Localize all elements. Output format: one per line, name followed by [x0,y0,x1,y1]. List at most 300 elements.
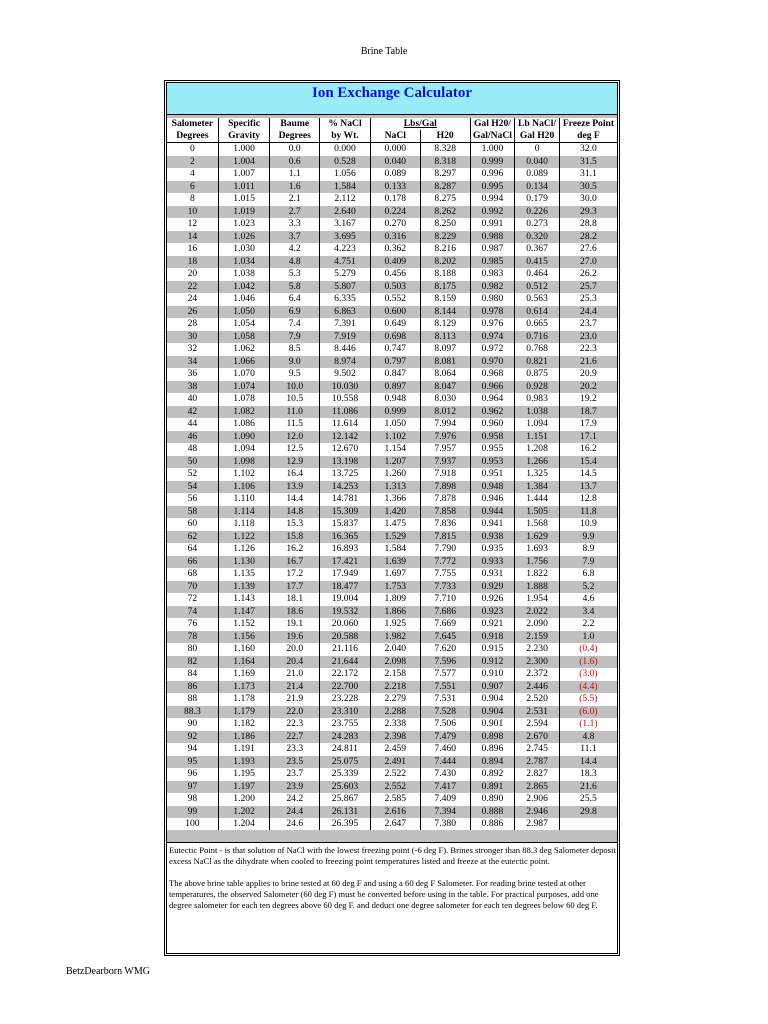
lb-nacl-cell: 0 [515,143,560,156]
pct-nacl-cell: 23.310 [320,706,371,719]
lb-nacl-cell: 0.983 [515,393,560,406]
baume-cell: 16.2 [270,543,320,556]
baume-cell: 14.8 [270,506,320,519]
freeze-point-cell: 29.3 [559,206,617,219]
nacl-lbs-cell: 1.982 [370,631,420,644]
gal-h2o-cell: 0.958 [470,431,515,444]
gravity-cell: 1.007 [218,168,270,181]
salometer-cell: 26 [167,306,218,319]
baume-cell: 15.3 [270,518,320,531]
lb-nacl-cell: 1.568 [515,518,560,531]
h2o-lbs-cell: 8.159 [420,293,470,306]
pct-nacl-cell: 24.283 [320,731,371,744]
gravity-cell: 1.102 [218,468,270,481]
freeze-point-cell: 21.6 [559,356,617,369]
nacl-lbs-cell: 0.847 [370,368,420,381]
header-h2o: H20 [420,130,470,143]
table-row [167,681,617,694]
gal-h2o-cell: 0.985 [470,256,515,269]
table-row [167,243,617,256]
nacl-lbs-cell: 0.316 [370,231,420,244]
nacl-lbs-cell: 1.207 [370,456,420,469]
nacl-lbs-cell: 1.313 [370,481,420,494]
table-row [167,406,617,419]
baume-cell: 19.6 [270,631,320,644]
freeze-point-cell: 13.7 [559,481,617,494]
gravity-cell: 1.139 [218,581,270,594]
lb-nacl-cell: 1.151 [515,431,560,444]
salometer-cell: 8 [190,193,195,205]
salometer-cell: 84 [187,668,198,680]
header-nacl: NaCl [370,130,420,143]
gal-h2o-cell: 0.944 [470,506,515,519]
baume-cell: 21.4 [270,681,320,694]
gravity-cell: 1.200 [218,793,270,806]
salometer-cell: 58 [167,506,218,519]
gal-h2o-cell: 0.962 [470,406,515,419]
lb-nacl-cell: 1.384 [515,481,560,494]
h2o-lbs-cell: 7.710 [420,593,470,606]
nacl-lbs-cell: 1.925 [370,618,420,631]
baume-cell: 13.9 [270,481,320,494]
gravity-cell: 1.186 [218,731,270,744]
salometer-cell: 82 [167,656,218,669]
lb-nacl-cell: 0.040 [515,156,560,169]
table-row [167,193,617,206]
page-header: Brine Table [360,46,408,57]
gal-h2o-cell: 0.921 [470,618,515,631]
temperature-note: The above brine table applies to brine tested at 60 deg F and using a 60 deg F Salometer. For reading brine tested at other temperatures, the observed Salometer (60 deg F) must be converted before using in the table. For practical purposes, add one degree salometer for each ten degrees above 60 deg F. and deduct one degree salometer for each ten degrees below 60 deg F. [169,878,599,910]
gravity-cell: 1.015 [218,193,270,206]
table-row [167,343,617,356]
pct-nacl-cell: 10.558 [320,393,371,406]
gal-h2o-cell: 0.933 [470,556,515,569]
lb-nacl-cell: 0.665 [515,318,560,331]
lb-nacl-cell: 2.531 [515,706,560,719]
pct-nacl-cell: 25.339 [320,768,371,781]
lb-nacl-cell: 0.928 [515,381,560,394]
pct-nacl-cell: 14.253 [320,481,371,494]
lb-nacl-cell: 1.888 [515,581,560,594]
gravity-cell: 1.078 [218,393,270,406]
h2o-lbs-cell: 7.918 [420,468,470,481]
table-row [167,443,617,456]
gal-h2o-cell: 0.996 [470,168,515,181]
nacl-lbs-cell: 2.616 [370,806,420,819]
salometer-cell: 76 [187,618,198,630]
brine-table-inner [166,82,618,954]
freeze-point-cell: 27.6 [559,243,617,256]
nacl-lbs-cell: 0.089 [370,168,420,181]
freeze-point-cell: 32.0 [559,143,617,156]
lb-nacl-cell: 2.090 [515,618,560,631]
gal-h2o-cell: 0.992 [470,206,515,219]
nacl-lbs-cell: 0.600 [370,306,420,319]
header-freeze-point: Freeze Point [559,118,617,130]
gal-h2o-cell: 0.953 [470,456,515,469]
nacl-lbs-cell: 2.398 [370,731,420,744]
baume-cell: 12.0 [270,431,320,444]
gal-h2o-cell: 0.918 [470,631,515,644]
baume-cell: 4.2 [270,243,320,256]
table-row [167,156,617,169]
nacl-lbs-cell: 1.475 [370,518,420,531]
header-gal-h2o-2: Gal H20 [515,130,560,143]
table-row [167,793,617,806]
h2o-lbs-cell: 8.064 [420,368,470,381]
lb-nacl-cell: 0.768 [515,343,560,356]
gal-h2o-cell: 0.978 [470,306,515,319]
lb-nacl-cell: 2.230 [515,643,560,656]
table-row [167,218,617,231]
nacl-lbs-cell: 1.050 [370,418,420,431]
gal-h2o-cell: 0.894 [470,756,515,769]
h2o-lbs-cell: 7.417 [420,781,470,794]
pct-nacl-cell: 19.004 [320,593,371,606]
table-row [167,781,617,794]
pct-nacl-cell: 24.811 [320,743,371,756]
gal-h2o-cell: 0.888 [470,806,515,819]
salometer-cell: 50 [167,456,218,469]
freeze-point-cell: 25.3 [559,293,617,306]
gal-h2o-cell: 0.926 [470,593,515,606]
gravity-cell: 1.152 [218,618,270,631]
gal-h2o-cell: 0.931 [470,568,515,581]
nacl-lbs-cell: 2.491 [370,756,420,769]
h2o-lbs-cell: 8.328 [420,143,470,156]
h2o-lbs-cell: 7.937 [420,456,470,469]
pct-nacl-cell: 15.309 [320,506,371,519]
salometer-cell: 100 [167,818,218,831]
gravity-cell: 1.082 [218,406,270,419]
nacl-lbs-cell: 0.503 [370,281,420,294]
h2o-lbs-cell: 7.506 [420,718,470,731]
baume-cell: 20.4 [270,656,320,669]
h2o-lbs-cell: 8.262 [420,206,470,219]
lb-nacl-cell: 0.875 [515,368,560,381]
gravity-cell: 1.030 [218,243,270,256]
freeze-point-cell: 30.5 [559,181,617,194]
table-row [167,543,617,556]
eutectic-note: Eutectic Point - is that solution of NaCl with the lowest freezing point (-6 deg F). Brines stronger than 88.3 deg Salometer deposit excess NaCl as the dihydrate when cooled to freezing point temperatures listed and freeze at the eutectic point. [169,845,616,866]
pct-nacl-cell: 13.198 [320,456,371,469]
h2o-lbs-cell: 8.175 [420,281,470,294]
lb-nacl-cell: 0.563 [515,293,560,306]
lb-nacl-cell: 1.094 [515,418,560,431]
pct-nacl-cell: 9.502 [320,368,371,381]
gravity-cell: 1.143 [218,593,270,606]
pct-nacl-cell: 2.640 [320,206,371,219]
nacl-lbs-cell: 2.158 [370,668,420,681]
gal-h2o-cell: 0.901 [470,718,515,731]
h2o-lbs-cell: 7.577 [420,668,470,681]
h2o-lbs-cell: 8.144 [420,306,470,319]
salometer-cell: 22 [167,281,218,294]
pct-nacl-cell: 16.365 [320,531,371,544]
table-row [167,643,617,656]
salometer-cell: 86 [167,681,218,694]
header-deg-f: deg F [559,130,617,143]
freeze-point-cell: 19.2 [559,393,617,406]
pct-nacl-cell: 26.131 [320,806,371,819]
lb-nacl-cell: 2.827 [515,768,560,781]
baume-cell: 24.6 [270,818,320,831]
h2o-lbs-cell: 8.216 [420,243,470,256]
freeze-point-cell: 23.7 [559,318,617,331]
lb-nacl-cell: 1.505 [515,506,560,519]
lb-nacl-cell: 1.693 [515,543,560,556]
brine-table-frame [164,80,620,956]
pct-nacl-cell: 12.142 [320,431,371,444]
table-row [167,268,617,281]
freeze-point-cell: (1.6) [559,656,617,669]
table-row [167,281,617,294]
lb-nacl-cell: 2.446 [515,681,560,694]
nacl-lbs-cell: 1.866 [370,606,420,619]
table-row [167,181,617,194]
gal-h2o-cell: 0.960 [470,418,515,431]
gravity-cell: 1.062 [218,343,270,356]
gravity-cell: 1.046 [218,293,270,306]
notes-section [169,845,617,922]
gravity-cell: 1.191 [218,743,270,756]
salometer-cell: 14 [167,231,218,244]
salometer-cell: 24 [187,293,198,305]
table-row [167,356,617,369]
gal-h2o-cell: 0.929 [470,581,515,594]
table-row [167,693,617,706]
baume-cell: 2.7 [270,206,320,219]
nacl-lbs-cell: 0.747 [370,343,420,356]
nacl-lbs-cell: 2.647 [370,818,420,831]
nacl-lbs-cell: 1.102 [370,431,420,444]
gravity-cell: 1.074 [218,381,270,394]
gravity-cell: 1.164 [218,656,270,669]
gal-h2o-cell: 0.941 [470,518,515,531]
pct-nacl-cell: 17.421 [320,556,371,569]
nacl-lbs-cell: 0.270 [370,218,420,231]
nacl-lbs-cell: 1.584 [370,543,420,556]
table-row [167,531,617,544]
salometer-cell: 2 [167,156,218,169]
nacl-lbs-cell: 0.552 [370,293,420,306]
baume-cell: 7.4 [270,318,320,331]
lb-nacl-cell: 1.822 [515,568,560,581]
salometer-cell: 46 [167,431,218,444]
freeze-point-cell: 12.8 [559,493,617,506]
table-row [167,418,617,431]
freeze-point-cell: (0.4) [559,643,617,656]
nacl-lbs-cell: 2.338 [370,718,420,731]
lb-nacl-cell: 0.464 [515,268,560,281]
h2o-lbs-cell: 7.994 [420,418,470,431]
lb-nacl-cell: 1.038 [515,406,560,419]
salometer-cell: 90 [187,718,198,730]
header-lbs-gal: Lbs/Gal [370,118,470,130]
baume-cell: 10.5 [270,393,320,406]
freeze-point-cell: 3.4 [559,606,617,619]
salometer-cell: 12 [187,218,198,230]
nacl-lbs-cell: 2.552 [370,781,420,794]
baume-cell: 11.5 [270,418,320,431]
lb-nacl-cell: 0.415 [515,256,560,269]
nacl-lbs-cell: 0.178 [370,193,420,206]
header-lb-nacl: Lb NaCl/ [515,118,560,130]
h2o-lbs-cell: 7.551 [420,681,470,694]
salometer-cell: 16 [187,243,198,255]
freeze-point-cell: 31.5 [559,156,617,169]
salometer-cell: 38 [167,381,218,394]
table-row [167,481,617,494]
gravity-cell: 1.147 [218,606,270,619]
lb-nacl-cell: 1.266 [515,456,560,469]
h2o-lbs-cell: 8.113 [420,331,470,344]
baume-cell: 23.3 [270,743,320,756]
table-row [167,706,617,719]
gal-h2o-cell: 0.890 [470,793,515,806]
lb-nacl-cell: 2.946 [515,806,560,819]
header-gal-h2o: Gal H20/ [470,118,515,130]
baume-cell: 3.3 [270,218,320,231]
lb-nacl-cell: 2.865 [515,781,560,794]
freeze-point-cell: 7.9 [559,556,617,569]
gravity-cell: 1.094 [218,443,270,456]
pct-nacl-cell: 22.172 [320,668,371,681]
salometer-cell: 32 [187,343,198,355]
freeze-point-cell: 14.5 [559,468,617,481]
table-row [167,393,617,406]
baume-cell: 20.0 [270,643,320,656]
baume-cell: 12.5 [270,443,320,456]
nacl-lbs-cell: 1.366 [370,493,420,506]
salometer-cell: 80 [187,643,198,655]
freeze-point-cell: 17.9 [559,418,617,431]
salometer-cell: 98 [187,793,198,805]
h2o-lbs-cell: 7.460 [420,743,470,756]
freeze-point-cell: 5.2 [559,581,617,594]
gal-h2o-cell: 0.904 [470,706,515,719]
baume-cell: 9.0 [270,356,320,369]
salometer-cell: 48 [187,443,198,455]
h2o-lbs-cell: 7.836 [420,518,470,531]
freeze-point-cell: 20.9 [559,368,617,381]
pct-nacl-cell: 17.949 [320,568,371,581]
freeze-point-cell: (6.0) [559,706,617,719]
freeze-point-cell: 11.8 [559,506,617,519]
lb-nacl-cell: 0.614 [515,306,560,319]
header-baume: Baume [270,118,320,130]
table-row [167,256,617,269]
pct-nacl-cell: 18.477 [320,581,371,594]
freeze-point-cell: (3.0) [559,668,617,681]
brine-table-body [167,143,617,832]
lb-nacl-cell: 1.208 [515,443,560,456]
table-row [167,768,617,781]
h2o-lbs-cell: 8.229 [420,231,470,244]
h2o-lbs-cell: 8.297 [420,168,470,181]
baume-cell: 18.6 [270,606,320,619]
h2o-lbs-cell: 7.898 [420,481,470,494]
freeze-point-cell: 25.7 [559,281,617,294]
lb-nacl-cell: 0.821 [515,356,560,369]
pct-nacl-cell: 1.584 [320,181,371,194]
salometer-cell: 94 [187,743,198,755]
baume-cell: 2.1 [270,193,320,206]
header-pct-nacl: % NaCl [320,118,371,130]
freeze-point-cell: 10.9 [559,518,617,531]
table-row [167,431,617,444]
baume-cell: 5.8 [270,281,320,294]
gravity-cell: 1.178 [218,693,270,706]
pct-nacl-cell: 23.228 [320,693,371,706]
baume-cell: 10.0 [270,381,320,394]
gravity-cell: 1.034 [218,256,270,269]
header-gal-per-nacl: Gal/NaCl [470,130,515,143]
lb-nacl-cell: 0.134 [515,181,560,194]
table-row [167,293,617,306]
table-row [167,306,617,319]
pct-nacl-cell: 16.893 [320,543,371,556]
lb-nacl-cell: 2.670 [515,731,560,744]
pct-nacl-cell: 14.781 [320,493,371,506]
gravity-cell: 1.169 [218,668,270,681]
freeze-point-cell: 16.2 [559,443,617,456]
table-row [167,493,617,506]
gravity-cell: 1.202 [218,806,270,819]
h2o-lbs-cell: 8.012 [420,406,470,419]
header-row-top [167,118,617,130]
header-row-bottom [167,130,617,143]
lb-nacl-cell: 2.745 [515,743,560,756]
gal-h2o-cell: 0.948 [470,481,515,494]
gal-h2o-cell: 0.972 [470,343,515,356]
baume-cell: 12.9 [270,456,320,469]
table-row [167,593,617,606]
nacl-lbs-cell: 0.948 [370,393,420,406]
header-degrees: Degrees [167,130,218,143]
salometer-cell: 40 [187,393,198,405]
header-salometer: Salometer [171,118,214,129]
baume-cell: 17.7 [270,581,320,594]
gravity-cell: 1.026 [218,231,270,244]
salometer-cell: 88.3 [167,706,218,719]
table-row [167,143,617,156]
salometer-cell: 54 [167,481,218,494]
gal-h2o-cell: 0.999 [470,156,515,169]
freeze-point-cell: 18.3 [559,768,617,781]
gravity-cell: 1.066 [218,356,270,369]
baume-cell: 22.3 [270,718,320,731]
gal-h2o-cell: 0.974 [470,331,515,344]
freeze-point-cell: 28.2 [559,231,617,244]
freeze-point-cell: 27.0 [559,256,617,269]
gal-h2o-cell: 0.896 [470,743,515,756]
h2o-lbs-cell: 7.815 [420,531,470,544]
gal-h2o-cell: 0.907 [470,681,515,694]
table-row [167,618,617,631]
gravity-cell: 1.038 [218,268,270,281]
gravity-cell: 1.106 [218,481,270,494]
gal-h2o-cell: 1.000 [470,143,515,156]
table-row [167,231,617,244]
freeze-point-cell: 24.4 [559,306,617,319]
gravity-cell: 1.054 [218,318,270,331]
gal-h2o-cell: 0.915 [470,643,515,656]
table-row [167,456,617,469]
h2o-lbs-cell: 8.318 [420,156,470,169]
gravity-cell: 1.195 [218,768,270,781]
nacl-lbs-cell: 0.797 [370,356,420,369]
